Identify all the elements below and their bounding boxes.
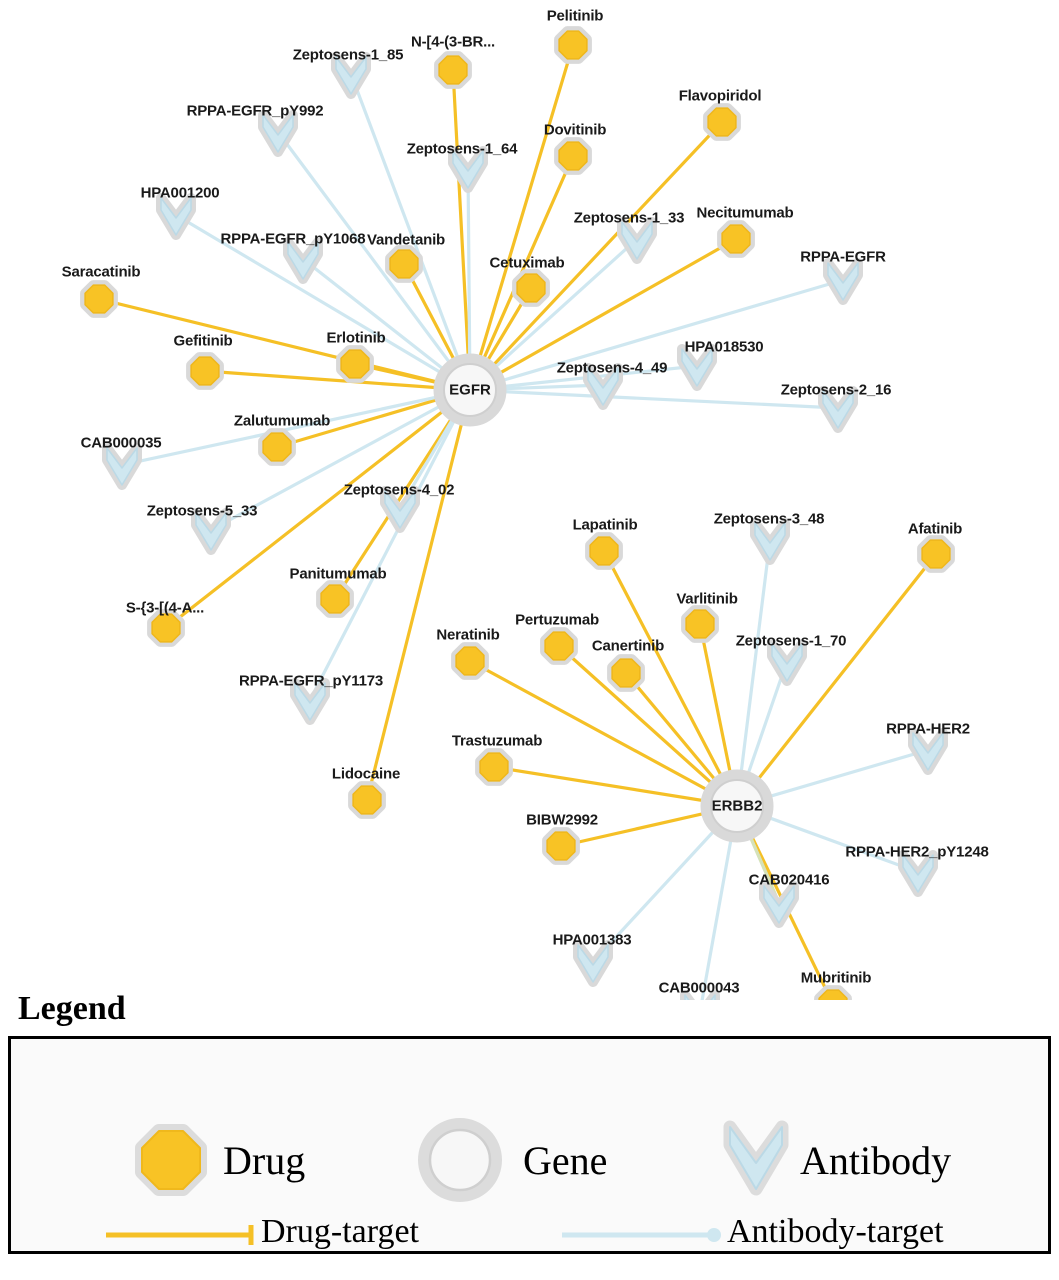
drug-label: Panitumumab: [289, 565, 387, 583]
antibody-label: RPPA-EGFR_pY1068: [220, 230, 366, 248]
antibody-label: Zeptosens-2_16: [780, 381, 892, 399]
legend-title: Legend: [18, 990, 126, 1027]
legend-label-gene: Gene: [523, 1138, 608, 1183]
drug-node[interactable]: [341, 350, 369, 378]
antibody-label: Zeptosens-3_48: [713, 510, 825, 528]
antibody-label: RPPA-HER2_pY1248: [845, 843, 989, 861]
antibody-label: RPPA-EGFR_pY992: [186, 102, 324, 120]
drug-label: Varlitinib: [676, 590, 738, 608]
antibody-node[interactable]: [107, 448, 137, 485]
edge: [737, 540, 770, 806]
drug-label: Erlotinib: [326, 329, 386, 347]
antibody-node[interactable]: [913, 733, 943, 770]
legend-box: [8, 1036, 1051, 1254]
edge: [737, 554, 936, 806]
drug-label: Pelitinib: [546, 7, 604, 25]
antibody-label: HPA018530: [684, 338, 764, 356]
edge: [470, 45, 573, 390]
antibody-label: Zeptosens-1_64: [406, 140, 518, 158]
drug-label: Trastuzumab: [451, 732, 543, 750]
drug-node[interactable]: [545, 632, 573, 660]
legend-label-drug-target: Drug-target: [261, 1213, 419, 1250]
drug-label: N-[4-(3-BR...: [410, 33, 496, 51]
antibody-node[interactable]: [828, 263, 858, 300]
antibody-label: Zeptosens-1_33: [573, 209, 685, 227]
edge: [310, 390, 470, 700]
antibody-label: Zeptosens-1_85: [292, 46, 404, 64]
drug-node[interactable]: [480, 753, 508, 781]
drug-label: BIBW2992: [526, 811, 598, 829]
antibody-label: RPPA-EGFR: [800, 248, 886, 266]
antibody-node[interactable]: [578, 945, 608, 982]
antibody-node[interactable]: [903, 855, 933, 892]
legend-label-antibody-target: Antibody-target: [727, 1213, 944, 1250]
drug-node[interactable]: [922, 540, 950, 568]
drug-label: Cetuximab: [489, 254, 565, 272]
drug-node[interactable]: [439, 56, 467, 84]
drug-label: Zalutumumab: [233, 412, 331, 430]
drug-label: S-{3-[(4-A...: [125, 599, 205, 617]
antibody-label: Zeptosens-1_70: [735, 632, 847, 650]
gene-label-erbb2: ERBB2: [711, 797, 763, 815]
antibody-node[interactable]: [622, 222, 652, 259]
antibody-node[interactable]: [161, 198, 191, 235]
legend-antibody-target-edge: [562, 1228, 721, 1242]
legend-gene-icon: [424, 1124, 496, 1196]
antibody-label: CAB020416: [748, 871, 830, 889]
antibody-label: Zeptosens-4_02: [343, 481, 455, 499]
legend-drug-icon: [142, 1131, 200, 1189]
antibody-label: Zeptosens-4_49: [556, 359, 668, 377]
legend-drug-target-edge: [106, 1225, 251, 1245]
antibody-label: CAB000043: [658, 979, 740, 997]
antibody-label: HPA001383: [552, 931, 632, 949]
legend-label-drug: Drug: [223, 1138, 306, 1183]
drug-node[interactable]: [517, 274, 545, 302]
legend: [8, 990, 1051, 1254]
antibody-node[interactable]: [772, 644, 802, 681]
drug-label: Afatinib: [907, 520, 963, 538]
antibody-label: HPA001200: [140, 184, 220, 202]
antibody-node[interactable]: [288, 242, 318, 279]
antibody-label: RPPA-EGFR_pY1173: [238, 672, 384, 690]
drug-label: Saracatinib: [61, 263, 141, 281]
drug-node[interactable]: [85, 285, 113, 313]
drug-node[interactable]: [559, 142, 587, 170]
drug-label: Necitumumab: [696, 204, 794, 222]
legend-label-antibody: Antibody: [800, 1138, 952, 1183]
legend-antibody-icon: [730, 1127, 782, 1189]
drug-node[interactable]: [547, 832, 575, 860]
drug-label: Canertinib: [591, 637, 665, 655]
antibody-label: CAB000035: [80, 434, 162, 452]
drug-node[interactable]: [456, 647, 484, 675]
drug-label: Neratinib: [436, 626, 500, 644]
antibody-label: RPPA-HER2: [886, 720, 970, 738]
gene-label-egfr: EGFR: [449, 381, 491, 399]
drug-node[interactable]: [353, 786, 381, 814]
drug-label: Flavopiridol: [678, 87, 762, 105]
drug-label: Lapatinib: [572, 516, 638, 534]
drug-node[interactable]: [152, 614, 180, 642]
antibody-label: Zeptosens-5_33: [146, 502, 258, 520]
drug-node[interactable]: [722, 225, 750, 253]
drug-label: Vandetanib: [366, 231, 446, 249]
drug-node[interactable]: [559, 31, 587, 59]
drug-node[interactable]: [590, 537, 618, 565]
drug-node[interactable]: [263, 433, 291, 461]
drug-label: Mubritinib: [800, 969, 872, 987]
drug-label: Dovitinib: [543, 121, 607, 139]
drug-label: Lidocaine: [331, 765, 401, 783]
drug-node[interactable]: [686, 610, 714, 638]
drug-node[interactable]: [321, 585, 349, 613]
drug-node[interactable]: [191, 357, 219, 385]
antibody-node[interactable]: [755, 523, 785, 560]
drug-node[interactable]: [612, 659, 640, 687]
drug-label: Pertuzumab: [515, 611, 599, 629]
drug-label: Gefitinib: [173, 332, 233, 350]
drug-node[interactable]: [708, 108, 736, 136]
drug-node[interactable]: [390, 250, 418, 278]
